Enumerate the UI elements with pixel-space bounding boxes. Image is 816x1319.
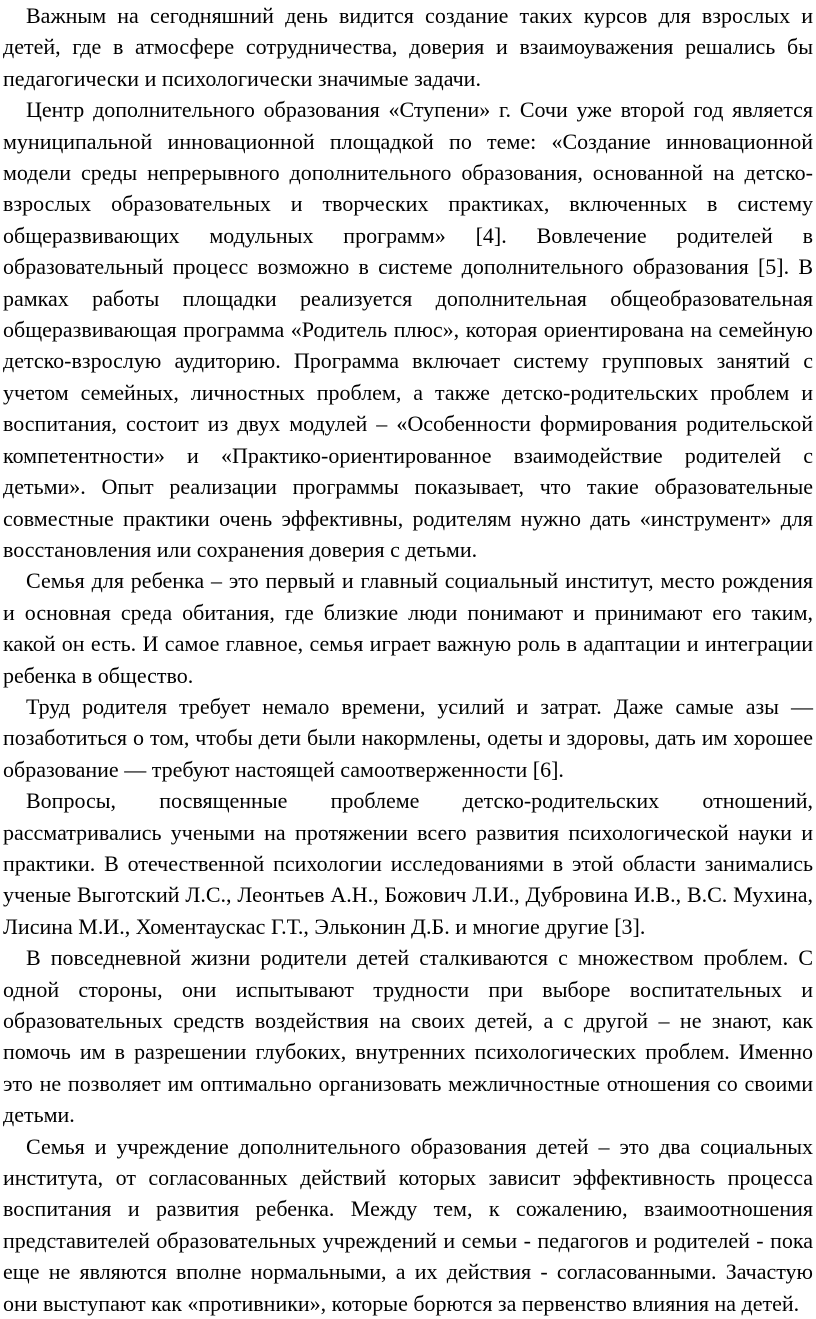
paragraph-everyday-problems: В повседневной жизни родители детей сталкиваются с множеством проблем. С одной стороны, они испытывают трудности при выборе воспитательных и образовательных средств воздействия на своих детей, а с другой – не знают, как помочь им в разрешении глубоких, внутренних психологических проблем. Именно это не позволяет им оптимально организовать межличностные отношения со своими детьми. bbox=[3, 945, 813, 1128]
paragraph-family-institute: Семья для ребенка – это первый и главный социальный институт, место рождения и основная среда обитания, где близкие люди понимают и принимают его таким, какой он есть. И самое главное, семья играет важную роль в адаптации и интеграции ребенка в общество. bbox=[3, 568, 813, 688]
paragraph-center-stupeni: Центр дополнительного образования «Ступени» г. Сочи уже второй год является муниципальной инновационной площадкой по теме: «Создание инновационной модели среды непрерывного дополнительного образования, основанной на детско-взрослых образовательных и творческих практиках, включенных в систему общеразвивающих модульных программ» [4]. Вовлечение родителей в образовательный процесс возможно в системе дополнительного образования [5]. В рамках работы площадки реализуется дополнительная общеобразовательная общеразвивающая программа «Родитель плюс», которая ориентирована на семейную детско-взрослую аудиторию. Программа включает систему групповых занятий с учетом семейных, личностных проблем, а также детско-родительских проблем и воспитания, состоит из двух модулей – «Особенности формирования родительской компетентности» и «Практико-ориентированное взаимодействие родителей с детьми». Опыт реализации программы показывает, что такие образовательные совместные практики очень эффективны, родителям нужно дать «инструмент» для восстановления или сохранения доверия с детьми. bbox=[3, 97, 813, 562]
paragraph-courses: Важным на сегодняшний день видится создание таких курсов для взрослых и детей, где в атмосфере сотрудничества, доверия и взаимоуважения решались бы педагогически и психологически значимые задачи. bbox=[3, 3, 813, 91]
paragraph-parent-work: Труд родителя требует немало времени, усилий и затрат. Даже самые азы — позаботиться о том, чтобы дети были накормлены, одеты и здоровы, дать им хорошее образование — требуют настоящей самоотверженности [6]. bbox=[3, 693, 813, 782]
paragraph-family-and-institution: Семья и учреждение дополнительного образования детей – это два социальных института, от согласованных действий которых зависит эффективность процесса воспитания и развития ребенка. Между тем, к сожалению, взаимоотношения представителей образовательных учреждений и семьи - педагогов и родителей - пока еще не являются вполне нормальными, а их действия - согласованными. Зачастую они выступают как «противники», которые борются за первенство влияния на детей. bbox=[3, 1133, 813, 1316]
paragraph-research: Вопросы, посвященные проблеме детско-родительских отношений, рассматривались учеными на протяжении всего развития психологической науки и практики. В отечественной психологии исследованиями в этой области занимались ученые Выготский Л.С., Леонтьев А.Н., Божович Л.И., Дубровина И.В., В.С. Мухина, Лисина М.И., Хоментаускас Г.Т., Эльконин Д.Б. и многие другие [3]. bbox=[3, 788, 813, 939]
